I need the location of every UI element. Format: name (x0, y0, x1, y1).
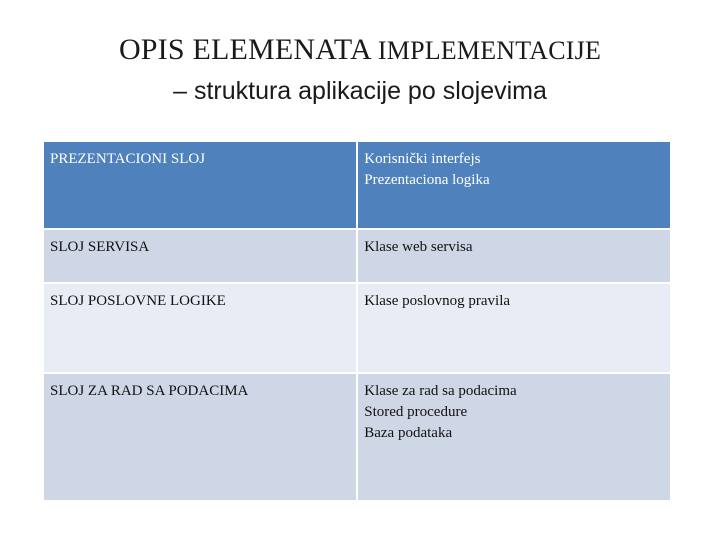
title-part-1: OPIS ELEMENATA (118, 33, 371, 66)
layer-items-cell (357, 283, 671, 373)
layer-items-cell (357, 229, 671, 283)
table-row (43, 283, 671, 373)
layer-name-cell: SLOJ POSLOVNE LOGIKE (43, 283, 357, 373)
layer-name-cell: SLOJ ZA RAD SA PODACIMA (43, 373, 357, 501)
layer-item: Klase poslovnog pravila (364, 293, 511, 309)
layer-items-cell (357, 373, 671, 501)
layer-items-cell (357, 141, 671, 229)
layer-item: Korisnički interfejs (364, 151, 481, 167)
title-main (0, 32, 720, 68)
title-subtitle: – struktura aplikacije po slojevima (173, 77, 547, 105)
layer-item: Klase za rad sa podacima (364, 383, 517, 399)
title-part-2: IMPLEMENTACIJE (377, 36, 602, 65)
layer-item: Stored procedure (364, 404, 468, 420)
layers-table (42, 140, 672, 502)
slide-title (0, 32, 720, 106)
table-row (43, 229, 671, 283)
layer-name-cell: SLOJ SERVISA (43, 229, 357, 283)
layer-item: Prezentaciona logika (364, 172, 490, 188)
table-row (43, 373, 671, 501)
layer-item: Baza podataka (364, 425, 453, 441)
table-row-header (43, 141, 671, 229)
layer-name-cell: PREZENTACIONI SLOJ (43, 141, 357, 229)
layer-item: Klase web servisa (364, 239, 473, 255)
